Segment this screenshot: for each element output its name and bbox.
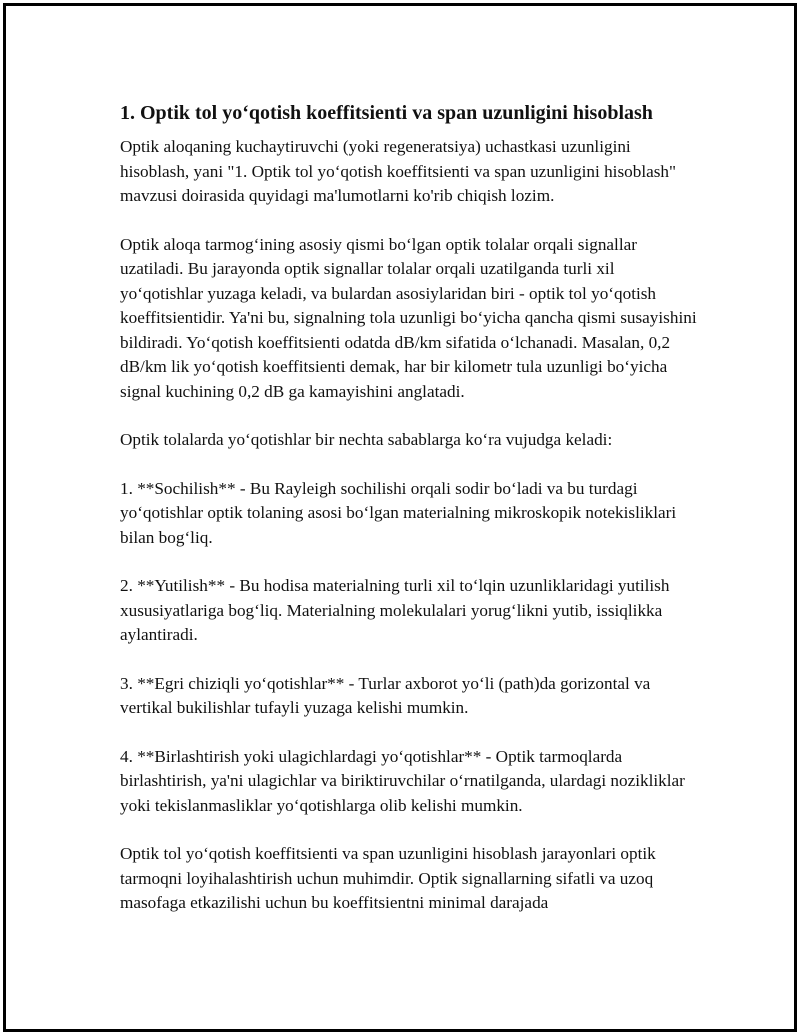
document-page [3,3,797,1032]
list-item-scattering: 1. **Sochilish** - Bu Rayleigh sochilishi orqali sodir bo‘ladi va bu turdagi yo‘qotishlar optik tolaning asosi bo‘lgan materialning mikroskopik notekisliklari bilan bog‘liq. [120,478,677,547]
document-title: 1. Optik tol yo‘qotish koeffitsienti va span uzunligini hisoblash [120,102,653,124]
paragraph-intro: Optik aloqaning kuchaytiruvchi (yoki regeneratsiya) uchastkasi uzunligini hisoblash, yani "1. Optik tol yo‘qotish koeffitsienti va span uzunligini hisoblash" mavzusi doirasida quyidagi ma'lumotlarni ko'rib chiqish lozim. [120,137,677,205]
paragraph-loss-coefficient: Optik aloqa tarmog‘ining asosiy qismi bo‘lgan optik tolalar orqali signallar uzatiladi. Bu jarayonda optik signallar tolalar orqali uzatilganda turli xil yo‘qotishlar yuzaga keladi, va bulardan asosiylaridan biri - optik tol yo‘qotish koeffitsientidir. Ya'ni bu, signalning tola uzunligi bo‘yicha qancha qismi susayishini bildiradi. Yo‘qotish koeffitsienti odatda dB/km sifatida o‘lchanadi. Masalan, 0,2 dB/km lik yo‘qotish koeffitsienti demak, har bir kilometr tula uzunligi bo‘yicha signal kuchining 0,2 dB ga kamayishini anglatadi. [120,234,697,401]
list-item-bending-loss: 3. **Egri chiziqli yo‘qotishlar** - Turlar axborot yo‘li (path)da gorizontal va vertikal bukilishlar tufayli yuzaga kelishi mumkin. [120,673,651,717]
paragraph-conclusion: Optik tol yo‘qotish koeffitsienti va span uzunligini hisoblash jarayonlari optik tarmoqni loyihalashtirish uchun muhimdir. Optik signallarning sifatli va uzoq masofaga etkazilishi uchun bu koeffitsientni minimal darajada [120,844,656,912]
list-item-connector-loss: 4. **Birlashtirish yoki ulagichlardagi yo‘qotishlar** - Optik tarmoqlarda birlashtirish, ya'ni ulagichlar va biriktiruvchilar o‘rnatilganda, ulardagi nozikliklar yoki tekislanmasliklar yo‘qotishlarga olib kelishi mumkin. [120,746,685,815]
paragraph-loss-causes: Optik tolalarda yo‘qotishlar bir nechta sabablarga ko‘ra vujudga keladi: [120,430,613,449]
document-body [120,99,700,940]
list-item-absorption: 2. **Yutilish** - Bu hodisa materialning turli xil to‘lqin uzunliklaridagi yutilish xususiyatlariga bog‘liq. Materialning molekulalari yorug‘likni yutib, issiqlikka aylantiradi. [120,576,670,644]
